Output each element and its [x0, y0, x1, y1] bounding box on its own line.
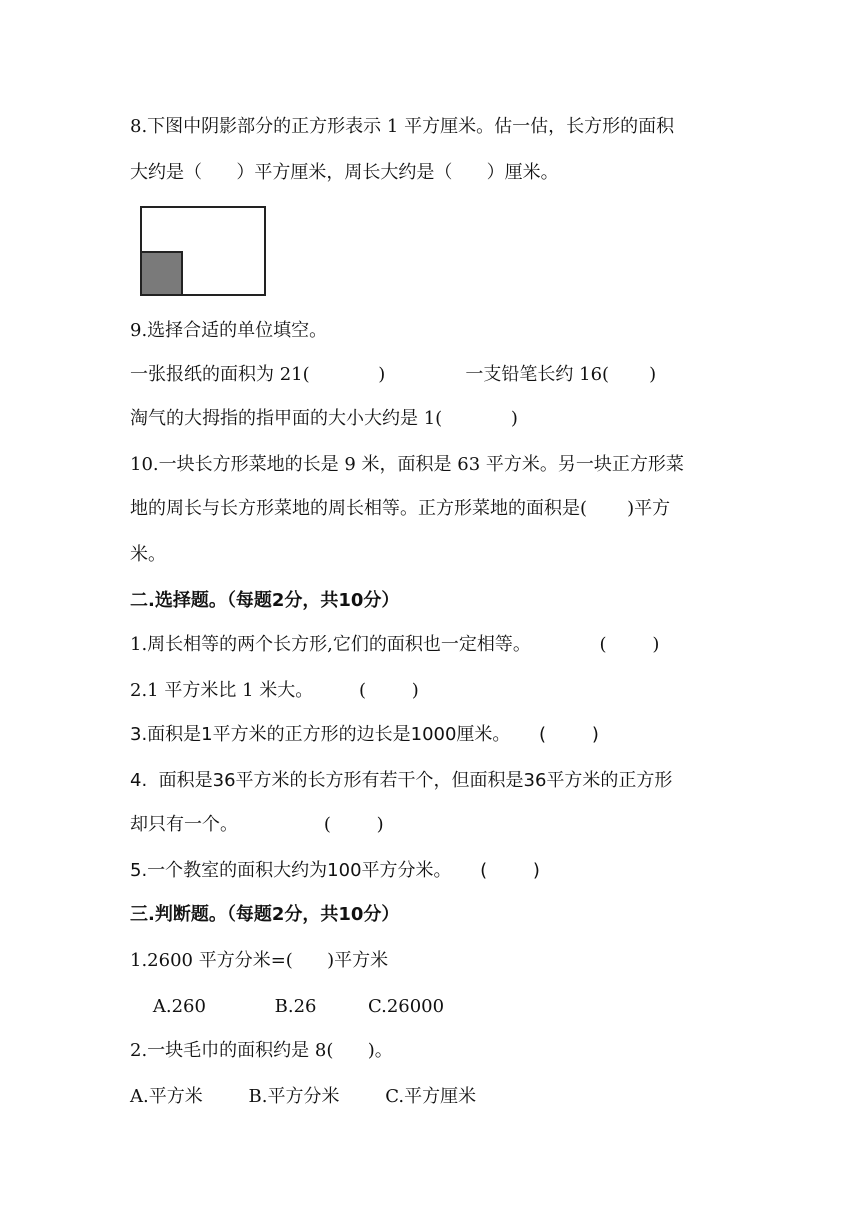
q10-line1: 10.一块长方形菜地的长是 9 米，面积是 63 平方米。另一块正方形菜: [130, 454, 684, 475]
section2-item-4: 4. 面积是36平方米的长方形有若干个，但面积是36平方米的正方形: [130, 770, 673, 791]
section2-item-4-cont: 却只有一个。 ( ): [130, 814, 384, 835]
section2-heading: 二.选择题。（每题2分，共10分）: [130, 590, 400, 611]
section3-q1-options: A.260 B.26 C.26000: [130, 996, 445, 1017]
section2-item-1: 1.周长相等的两个长方形,它们的面积也一定相等。 ( ): [130, 634, 660, 655]
q10-line2: 地的周长与长方形菜地的周长相等。正方形菜地的面积是( )平方: [130, 498, 671, 519]
q8-line1: 8.下图中阴影部分的正方形表示 1 平方厘米。估一估，长方形的面积: [130, 116, 675, 137]
q9-line2: 淘气的大拇指的指甲面的大小大约是 1( ): [130, 408, 518, 429]
section2-item-2: 2.1 平方米比 1 米大。 ( ): [130, 680, 419, 701]
section3-q2-options: A.平方米 B.平方分米 C.平方厘米: [130, 1086, 477, 1107]
section2-item-3: 3.面积是1平方米的正方形的边长是1000厘米。 ( ): [130, 724, 599, 745]
q10-line3: 米。: [130, 544, 166, 565]
q9-line1: 一张报纸的面积为 21( ) 一支铅笔长约 16( ): [130, 364, 657, 385]
q9-title: 9.选择合适的单位填空。: [130, 320, 328, 341]
rectangle-figure: [140, 206, 266, 296]
shaded-unit-square: [141, 252, 182, 295]
section3-q2: 2.一块毛巾的面积约是 8( )。: [130, 1040, 393, 1061]
section3-q1: 1.2600 平方分米=( )平方米: [130, 950, 389, 971]
section3-heading: 三.判断题。（每题2分，共10分）: [130, 904, 400, 925]
q8-line2: 大约是（ ）平方厘米，周长大约是（ ）厘米。: [130, 162, 559, 183]
section2-item-5: 5.一个教室的面积大约为100平方分米。 ( ): [130, 860, 540, 881]
